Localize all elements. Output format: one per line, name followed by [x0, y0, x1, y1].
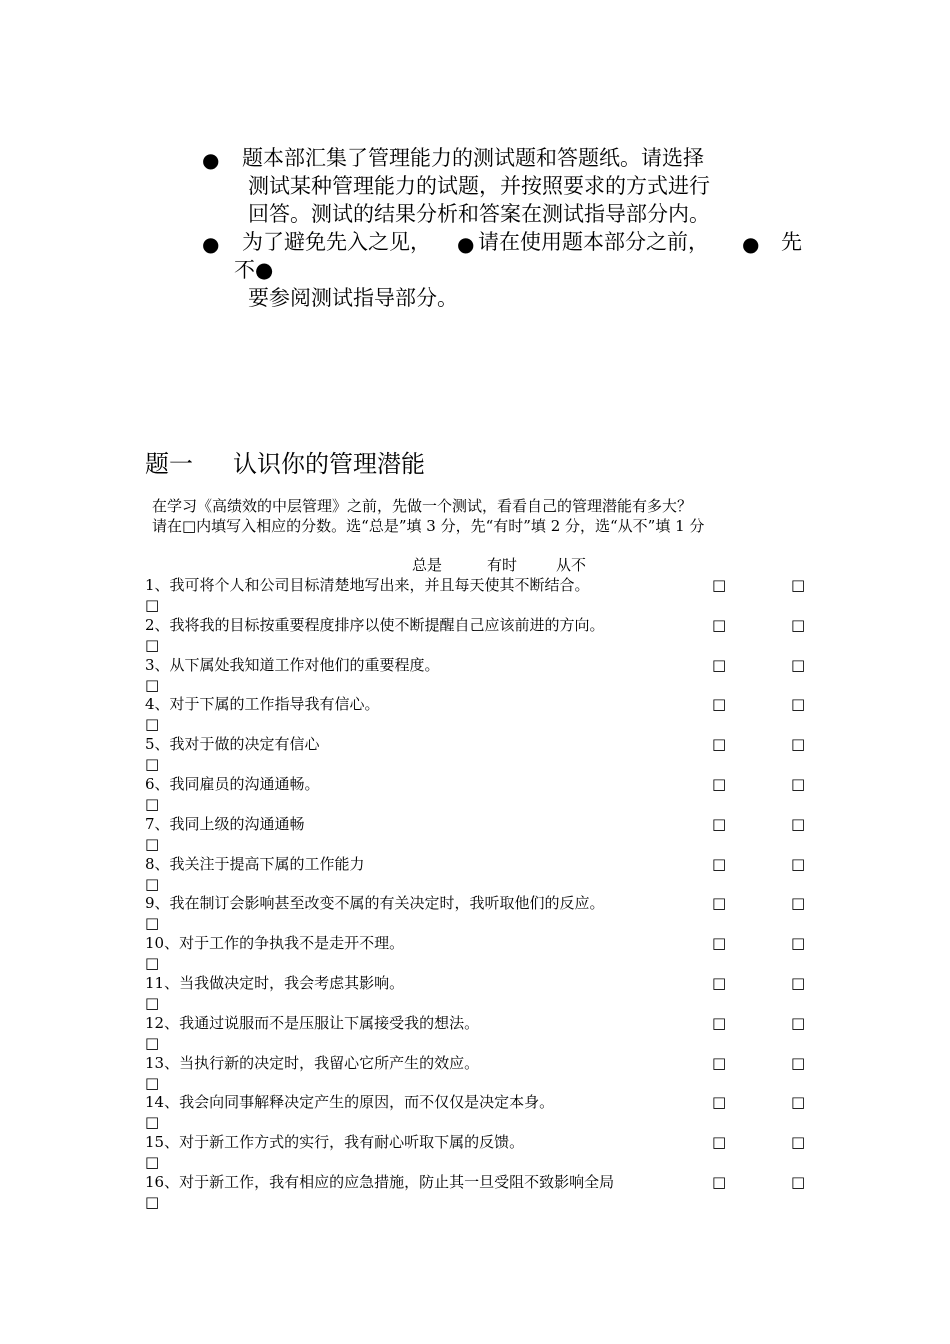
- intro-p1-line3: 回答。测试的结果分析和答案在测试指导部分内。: [248, 202, 710, 226]
- question-item: [145, 854, 815, 894]
- score-box-sometimes[interactable]: □: [791, 695, 806, 714]
- score-box-never[interactable]: □: [145, 914, 160, 933]
- intro-p2-part1: 为了避免先入之见，: [242, 230, 431, 254]
- question-text: 10、对于工作的争执我不是走开不理。: [145, 934, 405, 953]
- score-box-never[interactable]: □: [145, 596, 160, 614]
- question-item: [145, 615, 815, 655]
- header-always: 总是: [412, 556, 443, 574]
- question-text: 8、我关注于提高下属的工作能力: [145, 854, 365, 873]
- score-box-sometimes[interactable]: □: [791, 576, 806, 594]
- question-text: 3、从下属处我知道工作对他们的重要程度。: [145, 655, 440, 674]
- question-text: 12、我通过说服而不是压服让下属接受我的想法。: [145, 1013, 480, 1032]
- intro-p2-line3: 要参阅测试指导部分。: [248, 286, 458, 310]
- score-box-sometimes[interactable]: □: [791, 775, 806, 793]
- score-box-always[interactable]: □: [712, 735, 727, 754]
- score-box-always[interactable]: □: [712, 655, 727, 674]
- score-box-always[interactable]: □: [712, 576, 727, 594]
- question-item: [145, 1013, 815, 1053]
- question-text: 15、对于新工作方式的实行，我有耐心听取下属的反馈。: [145, 1133, 525, 1152]
- score-box-never[interactable]: □: [145, 954, 160, 973]
- question-text: 13、当执行新的决定时，我留心它所产生的效应。: [145, 1053, 480, 1072]
- score-box-sometimes[interactable]: □: [791, 974, 806, 992]
- question-item: [145, 933, 815, 973]
- question-text: 1、我可将个人和公司目标清楚地写出来，并且每天使其不断结合。: [145, 576, 590, 594]
- score-box-always[interactable]: □: [712, 974, 727, 992]
- question-item: [145, 774, 815, 814]
- instruction-line2: 请在□内填写入相应的分数。选“总是”填 3 分，先“有时”填 2 分，选“从不”填 1 分: [152, 517, 705, 535]
- score-box-always[interactable]: □: [712, 1053, 727, 1072]
- intro-p2-part2: 请在使用题本部分之前，: [478, 230, 709, 254]
- bullet-icon: ●: [202, 232, 220, 256]
- header-never: 从不: [556, 556, 587, 574]
- score-box-always[interactable]: □: [712, 775, 727, 793]
- score-box-never[interactable]: □: [145, 834, 160, 853]
- question-item: [145, 814, 815, 854]
- question-item: [145, 1092, 815, 1132]
- question-item: [145, 734, 815, 774]
- question-text: 16、对于新工作，我有相应的应急措施，防止其一旦受阻不致影响全局: [145, 1173, 615, 1191]
- score-box-never[interactable]: □: [145, 1153, 160, 1172]
- score-box-sometimes[interactable]: □: [791, 814, 806, 833]
- score-box-sometimes[interactable]: □: [791, 1013, 806, 1032]
- question-text: 9、我在制订会影响甚至改变不属的有关决定时，我听取他们的反应。: [145, 894, 605, 913]
- score-box-always[interactable]: □: [712, 1013, 727, 1032]
- score-box-sometimes[interactable]: □: [791, 854, 806, 873]
- question-text: 4、对于下属的工作指导我有信心。: [145, 695, 380, 714]
- score-box-always[interactable]: □: [712, 695, 727, 714]
- score-box-never[interactable]: □: [145, 795, 160, 813]
- score-box-never[interactable]: □: [145, 675, 160, 694]
- score-box-sometimes[interactable]: □: [791, 1133, 806, 1152]
- intro-p2-line2: 不●: [234, 258, 274, 282]
- score-box-sometimes[interactable]: □: [791, 655, 806, 674]
- score-box-never[interactable]: □: [145, 1193, 160, 1211]
- score-box-always[interactable]: □: [712, 934, 727, 953]
- score-box-always[interactable]: □: [712, 814, 727, 833]
- score-box-sometimes[interactable]: □: [791, 615, 806, 634]
- question-item: [145, 694, 815, 734]
- header-sometimes: 有时: [487, 556, 518, 574]
- score-box-never[interactable]: □: [145, 1033, 160, 1052]
- score-box-never[interactable]: □: [145, 1113, 160, 1132]
- score-box-always[interactable]: □: [712, 1133, 727, 1152]
- score-box-sometimes[interactable]: □: [791, 894, 806, 913]
- score-box-sometimes[interactable]: □: [791, 735, 806, 754]
- intro-p2-part3: 先: [781, 230, 802, 254]
- question-item: [145, 1053, 815, 1093]
- score-box-never[interactable]: □: [145, 994, 160, 1012]
- question-text: 7、我同上级的沟通通畅: [145, 814, 305, 833]
- score-box-always[interactable]: □: [712, 615, 727, 634]
- score-box-never[interactable]: □: [145, 1073, 160, 1092]
- score-box-never[interactable]: □: [145, 874, 160, 893]
- instruction-line1: 在学习《高绩效的中层管理》之前，先做一个测试，看看自己的管理潜能有多大？: [152, 497, 693, 515]
- score-box-sometimes[interactable]: □: [791, 934, 806, 953]
- bullet-icon: ●: [457, 232, 475, 256]
- score-box-sometimes[interactable]: □: [791, 1093, 806, 1112]
- score-box-sometimes[interactable]: □: [791, 1173, 806, 1191]
- bullet-icon: ●: [202, 148, 220, 172]
- score-box-always[interactable]: □: [712, 1173, 727, 1191]
- score-box-never[interactable]: □: [145, 715, 160, 734]
- bullet-icon: ●: [742, 232, 760, 256]
- intro-p1-line1: 题本部汇集了管理能力的测试题和答题纸。请选择: [242, 146, 704, 170]
- intro-p1-line2: 测试某种管理能力的试题，并按照要求的方式进行: [248, 174, 710, 198]
- score-box-always[interactable]: □: [712, 1093, 727, 1112]
- question-item: [145, 575, 815, 615]
- question-item: [145, 1132, 815, 1172]
- question-item: [145, 893, 815, 933]
- section-title-number: 题一: [145, 450, 193, 478]
- score-box-sometimes[interactable]: □: [791, 1053, 806, 1072]
- section-title: [145, 449, 425, 479]
- question-item: [145, 655, 815, 695]
- section-title-text: 认识你的管理潜能: [233, 450, 425, 478]
- score-box-never[interactable]: □: [145, 755, 160, 774]
- question-text: 11、当我做决定时，我会考虑其影响。: [145, 974, 405, 992]
- question-text: 2、我将我的目标按重要程度排序以使不断提醒自己应该前进的方向。: [145, 615, 605, 634]
- question-item: [145, 1172, 815, 1212]
- score-box-always[interactable]: □: [712, 894, 727, 913]
- question-text: 5、我对于做的决定有信心: [145, 735, 320, 754]
- question-text: 6、我同雇员的沟通通畅。: [145, 775, 320, 793]
- score-box-never[interactable]: □: [145, 635, 160, 654]
- question-text: 14、我会向同事解释决定产生的原因，而不仅仅是决定本身。: [145, 1093, 555, 1112]
- question-item: [145, 973, 815, 1013]
- score-box-always[interactable]: □: [712, 854, 727, 873]
